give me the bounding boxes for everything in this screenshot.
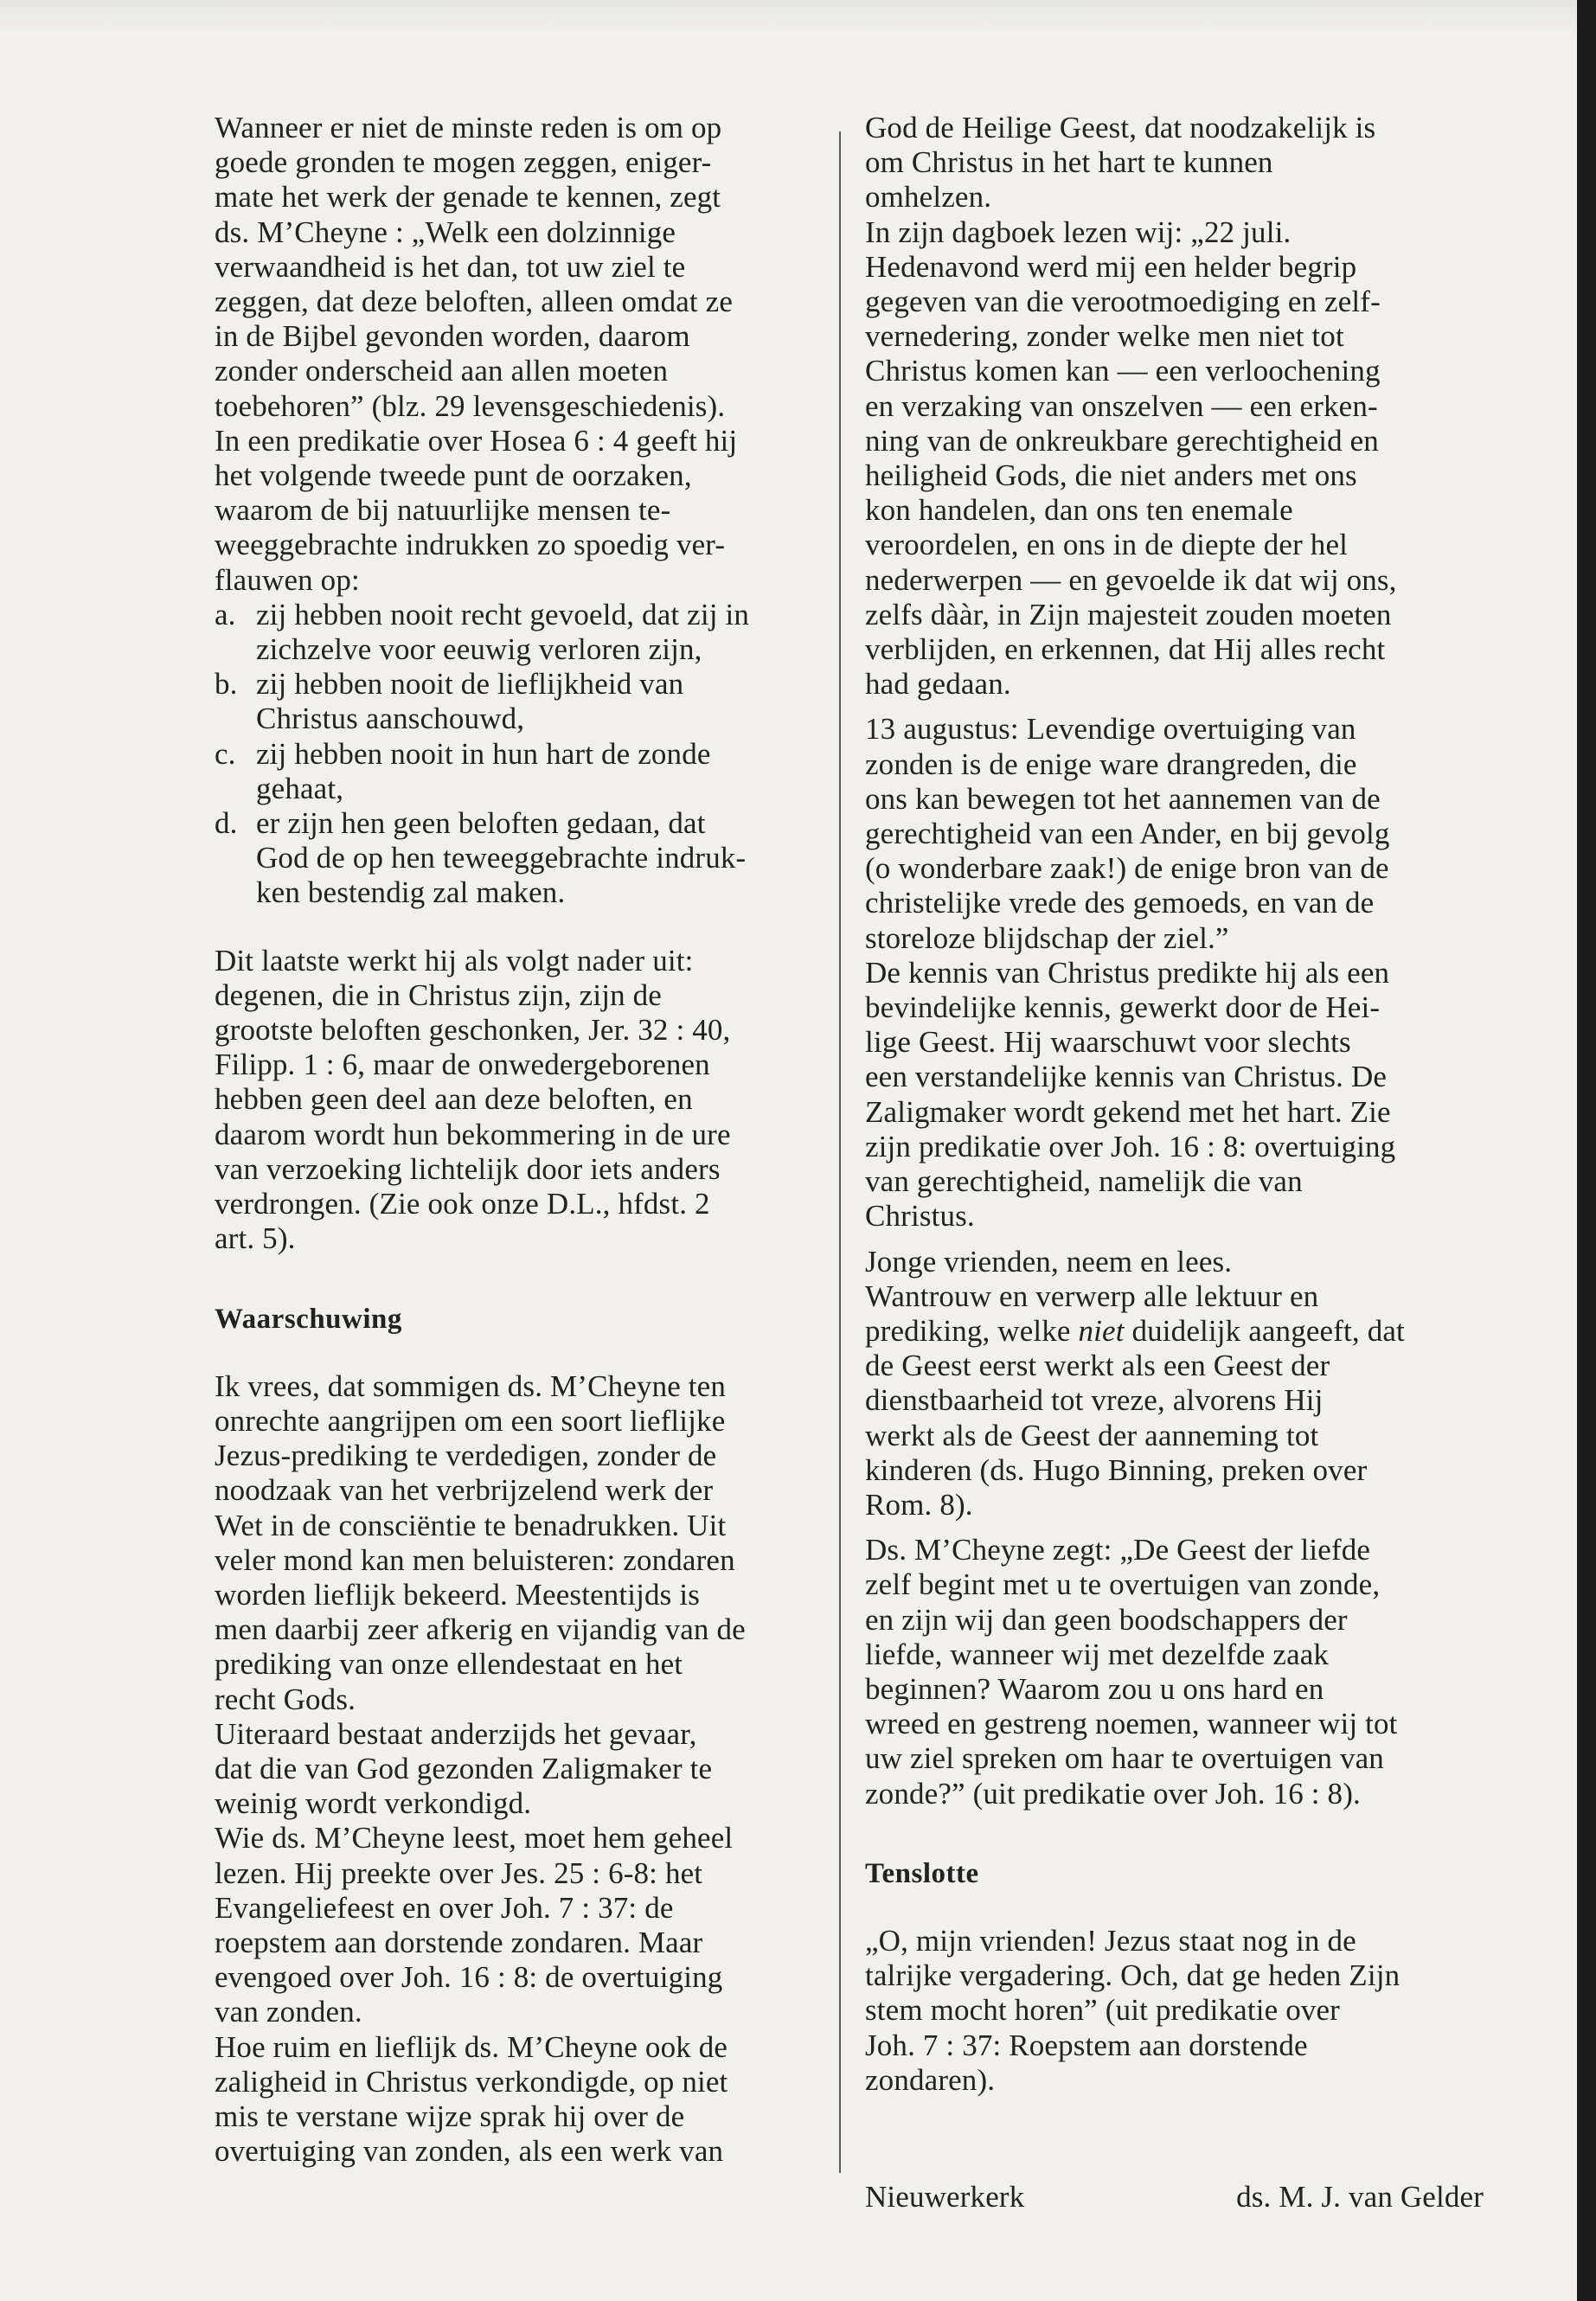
paragraph [865,215,1484,702]
text-line: wreed en gestreng noemen, wanneer wij tot [865,1707,1398,1741]
text-line: Christus. [865,1199,975,1234]
list-item [215,598,820,667]
text-line: veler mond kan men beluisteren: zondaren [215,1542,735,1577]
text-line: Jonge vrienden, neem en lees. [865,1244,1233,1279]
text-line: worden lieflijk bekeerd. Meestentijds is [215,1577,700,1612]
text-line: heiligheid Gods, die niet anders met ons [865,458,1357,493]
text-line: zij hebben nooit in hun hart de zonde [256,736,711,771]
text-line: „O, mijn vrienden! Jezus staat nog in de [865,1923,1356,1958]
text-line: Ds. M’Cheyne zegt: „De Geest der liefde [865,1533,1371,1567]
paragraph [215,944,820,1257]
text-line: Wet in de consciëntie te benadrukken. Uit [215,1508,727,1542]
text-line: van verzoeking lichtelijk door iets anders [215,1151,721,1186]
paragraph [215,1821,820,2029]
paragraph [215,1369,820,1717]
text-line: stem mocht horen” (uit predikatie over [865,1993,1340,2028]
section-heading: Tenslotte [865,1857,979,1889]
list-marker: b. [215,667,238,702]
scan-top-shadow [0,0,1577,35]
text-line: dienstbaarheid tot vreze, alvorens Hij [865,1383,1324,1418]
paragraph [865,1279,1484,1522]
text-line: weinig wordt verkondigd. [215,1786,532,1821]
text-line: God de Heilige Geest, dat noodzakelijk is [865,111,1376,144]
text-line: zeggen, dat deze beloften, alleen omdat ze [215,285,734,319]
text-line: verwaandheid is het dan, tot uw ziel te [215,249,686,284]
text-line: ds. M’Cheyne : „Welk een dolzinnige [215,215,676,249]
text-line: recht Gods. [215,1682,356,1716]
text-line: art. 5). [215,1221,296,1256]
text-line: (o wonderbare zaak!) de enige bron van de [865,851,1389,886]
text-line: zijn predikatie over Joh. 16 : 8: overtuiging [865,1129,1396,1163]
list-marker: a. [215,597,236,631]
text-line: goede gronden te mogen zeggen, eniger- [215,145,712,180]
text-line: verblijden, en erkennen, dat Hij alles recht [865,632,1386,667]
text-line: grootste beloften geschonken, Jer. 32 : 40, [215,1013,731,1048]
text-line: men daarbij zeer afkerig en vijandig van de [215,1612,746,1647]
text-line: Filipp. 1 : 6, maar de onwedergeborenen [215,1048,710,1082]
emphasis-text: niet [1078,1313,1125,1348]
paragraph [865,111,1484,215]
text-line: Uiteraard bestaat anderzijds het gevaar, [215,1716,697,1751]
text-line: degenen, die in Christus zijn, zijn de [215,977,662,1012]
text-line: weeggebrachte indrukken zo spoedig ver- [215,528,726,562]
text-line: een verstandelijke kennis van Christus. De [865,1060,1388,1094]
text-line: zij hebben nooit recht gevoeld, dat zij in [256,597,750,631]
paragraph [865,1533,1484,1811]
list-marker: c. [215,736,236,771]
text-line: mate het werk der genade te kennen, zegt [215,180,721,215]
text-line: zichzelve voor eeuwig verloren zijn, [256,632,702,667]
paragraph [215,2030,820,2170]
list-marker: d. [215,806,238,841]
text-line: zelfs dààr, in Zijn majesteit zouden moeten [865,597,1392,631]
text-line: veroordelen, en ons in de diepte der hel [865,528,1349,562]
text-line: kon handelen, dan ons ten enemale [865,493,1293,528]
text-line: zelf begint met u te overtuigen van zonde, [865,1567,1381,1602]
text-line: noodzaak van het verbrijzelend werk der [215,1473,714,1508]
text-line: om Christus in het hart te kunnen [865,145,1273,180]
text-line: Dit laatste werkt hij als volgt nader uit: [215,943,694,977]
text-line: uw ziel spreken om haar te overtuigen van [865,1741,1384,1776]
text-line: er zijn hen geen beloften gedaan, dat [256,806,706,841]
text-line: 13 augustus: Levendige overtuiging van [865,712,1356,747]
text-line: en zijn wij dan geen boodschappers der [865,1602,1348,1637]
text-line: Hedenavond werd mij een helder begrip [865,249,1357,284]
text-line: Evangeliefeest en over Joh. 7 : 37: de [215,1890,674,1925]
text-line: Christus aanschouwd, [256,702,525,736]
text-line: storeloze blijdschap der ziel.” [865,920,1229,955]
text-line: Wantrouw en verwerp alle lektuur en [865,1279,1319,1313]
text-line: Wie ds. M’Cheyne leest, moet hem geheel [215,1821,734,1856]
text-line: Hoe ruim en lieflijk ds. M’Cheyne ook de [215,2029,728,2064]
text-line: werkt als de Geest der aanneming tot [865,1418,1319,1452]
text-run: duidelijk aangeeft, dat [1124,1313,1405,1348]
right-column [865,111,1484,2214]
text-line: Joh. 7 : 37: Roepstem aan dorstende [865,2028,1308,2062]
text-line: de Geest eerst werkt als een Geest der [865,1349,1330,1383]
text-line: onrechte aangrijpen om een soort lieflijke [215,1403,726,1438]
signature-author: ds. M. J. van Gelder [1236,2179,1484,2214]
text-line: Wanneer er niet de minste reden is om op [215,111,722,144]
text-line: zaligheid in Christus verkondigde, op niet [215,2064,728,2099]
list-item [215,737,820,806]
text-line: lige Geest. Hij waarschuwt voor slechts [865,1025,1351,1060]
text-line: daarom wordt hun bekommering in de ure [215,1117,731,1151]
text-line: Zaligmaker wordt gekend met het hart. Zie [865,1094,1391,1129]
text-line: zondaren). [865,2062,996,2097]
text-line: van zonden. [215,1995,362,2029]
text-line: verdrongen. (Zie ook onze D.L., hfdst. 2 [215,1187,710,1221]
text-line: bevindelijke kennis, gewerkt door de Hei- [865,990,1381,1025]
text-line: ons kan bewegen tot het aannemen van de [865,781,1381,816]
text-line: waarom de bij natuurlijke mensen te- [215,493,671,528]
text-line: lezen. Hij preekte over Jes. 25 : 6-8: het [215,1856,703,1890]
text-line: roepstem aan dorstende zondaren. Maar [215,1925,703,1959]
text-line: zonde?” (uit predikatie over Joh. 16 : 8). [865,1776,1361,1811]
text-line: In zijn dagboek lezen wij: „22 juli. [865,215,1292,249]
column-divider [839,131,841,2173]
text-line: ning van de onkreukbare gerechtigheid en [865,423,1379,458]
paragraph [865,712,1484,955]
text-line [865,1314,1484,1349]
text-line: liefde, wanneer wij met dezelfde zaak [865,1637,1330,1671]
text-line: ken bestendig zal maken. [256,875,566,910]
text-line: In een predikatie over Hosea 6 : 4 geeft hij [215,423,738,458]
text-line: talrijke vergadering. Och, dat ge heden Zijn [865,1958,1401,1993]
text-line: prediking van onze ellendestaat en het [215,1647,683,1682]
text-line: flauwen op: [215,562,360,597]
text-line: God de op hen teweeggebrachte indruk- [256,841,747,875]
text-line: Jezus-prediking te verdedigen, zonder de [215,1439,717,1473]
text-line: zonder onderscheid aan allen moeten [215,354,669,388]
signature-block [865,2180,1484,2214]
text-line: omhelzen. [865,180,992,215]
paragraph [215,111,820,424]
text-line: toebehoren” (blz. 29 levensgeschiedenis). [215,388,726,423]
text-line: mis te verstane wijze sprak hij over de [215,2099,685,2133]
text-line: Rom. 8). [865,1487,973,1522]
text-line: het volgende tweede punt de oorzaken, [215,458,692,493]
left-column [215,111,820,2169]
text-line: hebben geen deel aan deze beloften, en [215,1082,693,1117]
cause-list [215,598,820,911]
text-line: nederwerpen — en gevoelde ik dat wij ons, [865,562,1397,597]
text-line: had gedaan. [865,667,1011,702]
text-line: gegeven van die verootmoediging en zelf- [865,285,1381,319]
text-line: Ik vrees, dat sommigen ds. M’Cheyne ten [215,1368,727,1403]
text-run: prediking, welke [865,1313,1079,1348]
signature-place: Nieuwerkerk [865,2179,1025,2214]
text-line: gehaat, [256,771,344,805]
text-line: christelijke vrede des gemoeds, en van de [865,886,1375,920]
paragraph [865,1245,1484,1279]
text-line: zij hebben nooit de lieflijkheid van [256,667,684,702]
paragraph [865,956,1484,1234]
text-line: kinderen (ds. Hugo Binning, preken over [865,1452,1368,1487]
text-line: evengoed over Joh. 16 : 8: de overtuiging [215,1960,723,1995]
text-line: gerechtigheid van een Ander, en bij gevolg [865,817,1390,851]
text-line: beginnen? Waarom zou u ons hard en [865,1671,1324,1706]
paragraph [215,1717,820,1822]
text-line: zonden is de enige ware drangreden, die [865,747,1357,781]
scan-right-edge [1577,0,1596,2301]
text-line: in de Bijbel gevonden worden, daarom [215,319,690,354]
paragraph [215,424,820,598]
text-line: vernedering, zonder welke men niet tot [865,319,1344,354]
text-line: dat die van God gezonden Zaligmaker te [215,1751,713,1785]
text-line: van gerechtigheid, namelijk die van [865,1164,1303,1199]
text-line: De kennis van Christus predikte hij als een [865,955,1390,990]
list-item [215,806,820,911]
list-item [215,667,820,736]
text-line: overtuiging van zonden, als een werk van [215,2134,724,2169]
section-heading: Waarschuwing [215,1303,402,1335]
text-line: Christus komen kan — een verloochening [865,354,1381,388]
text-line: en verzaking van onszelven — een erken- [865,388,1378,423]
paragraph [865,1924,1484,2098]
